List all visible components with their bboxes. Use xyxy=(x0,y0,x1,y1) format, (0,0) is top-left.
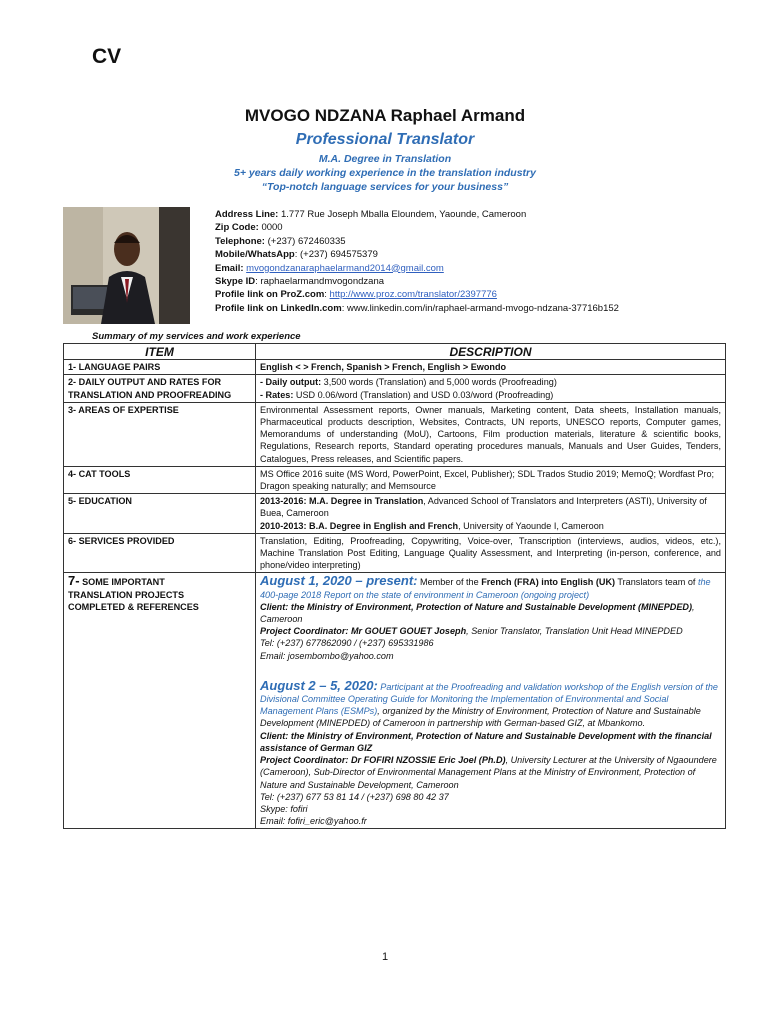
zip-label: Zip Code: xyxy=(215,222,259,234)
project-2-date: August 2 – 5, 2020: xyxy=(260,677,378,693)
item-projects xyxy=(64,573,256,829)
contact-details xyxy=(215,208,619,315)
rates-label: - Rates: xyxy=(260,389,294,400)
project-1 xyxy=(260,575,721,661)
table-row-language xyxy=(64,360,726,375)
address-label: Address Line: xyxy=(215,209,279,220)
projects-title-1: SOME IMPORTANT xyxy=(79,577,165,588)
project-1-language-pair: French (FRA) into English (UK) xyxy=(481,577,616,588)
projects-title-3: COMPLETED & REFERENCES xyxy=(68,601,199,612)
education-ma-label: 2013-2016: M.A. Degree in Translation xyxy=(260,496,424,507)
proz-link[interactable]: http://www.proz.com/translator/2397776 xyxy=(329,289,497,301)
table-row-education xyxy=(64,494,726,534)
desc-education xyxy=(256,494,726,534)
project-2-client: Client: the Ministry of Environment, Protection of Nature and Sustainable Development with the financial assistance of German GIZ xyxy=(260,730,712,753)
skype-value: raphaelarmandmvogondzana xyxy=(260,276,385,288)
project-2 xyxy=(260,677,721,827)
email-link[interactable]: mvogondzanaraphaelarmand2014@gmail.com xyxy=(246,262,444,274)
table-row-expertise xyxy=(64,402,726,466)
output-value: 3,500 words (Translation) and 5,000 words (Proofreading) xyxy=(323,377,557,388)
linkedin-value: www.linkedin.com/in/raphael-armand-mvogo-ndzana-37716b152 xyxy=(346,302,619,314)
table-row-services xyxy=(64,533,726,573)
mobile-value: (+237) 694575379 xyxy=(299,249,378,261)
project-2-email: Email: fofiri_eric@yahoo.fr xyxy=(260,816,367,827)
projects-title-2: TRANSLATION PROJECTS xyxy=(68,589,185,600)
tagline-experience: 5+ years daily working experience in the translation industry xyxy=(234,167,536,179)
linkedin-row: Profile link on LinkedIn.com: www.linkedin.com/in/raphael-armand-mvogo-ndzana-37716b152 xyxy=(215,302,619,314)
item-output-rates: 2- DAILY OUTPUT AND RATES FOR TRANSLATION AND PROOFREADING xyxy=(64,375,256,402)
header-item: ITEM xyxy=(64,344,256,360)
tagline-slogan: “Top-notch language services for your business” xyxy=(261,181,509,193)
project-2-text-b: , organized by the Ministry of Environment, Protection of Nature and Sustainable Development (MINEPDED) of Cameroon in partnership with German-based GIZ, at Mbankomo. xyxy=(260,706,701,729)
project-1-date: August 1, 2020 – present: xyxy=(260,573,418,589)
project-2-tel: Tel: (+237) 677 53 81 14 / (+237) 698 80 42 37 xyxy=(260,791,449,802)
experience-table xyxy=(63,343,726,829)
project-2-coordinator: Project Coordinator: Dr FOFIRI NZOSSIE Eric Joel (Ph.D) xyxy=(260,755,506,766)
project-1-coordinator: Project Coordinator: Mr GOUET GOUET Joseph xyxy=(260,626,467,637)
email-label: Email: xyxy=(215,262,244,274)
cv-label: CV xyxy=(92,45,122,68)
education-ma-value: , Advanced School of Translators and Interpreters (ASTI), University of Buea, Cameroon xyxy=(260,496,707,519)
page-number: 1 xyxy=(381,951,389,963)
project-1-client: Client: the Ministry of Environment, Protection of Nature and Sustainable Development (MINEPDED) xyxy=(260,601,692,612)
table-header-row xyxy=(64,344,726,360)
mobile-label: Mobile/WhatsApp xyxy=(215,249,295,261)
item-cat-tools: 4- CAT TOOLS xyxy=(64,466,256,493)
mobile-row: Mobile/WhatsApp: (+237) 694575379 xyxy=(215,249,378,261)
zip-value: 0000 xyxy=(261,222,283,234)
profile-photo xyxy=(63,207,190,324)
project-1-tel: Tel: (+237) 677862090 / (+237) 695331986 xyxy=(260,638,434,649)
zip-row xyxy=(215,221,619,234)
candidate-name: MVOGO NDZANA Raphael Armand xyxy=(244,106,526,125)
table-row-cat-tools xyxy=(64,466,726,493)
project-1-coordinator-rest: , Senior Translator, Translation Unit Head MINEPDED xyxy=(466,626,683,637)
item-language-pairs: 1- LANGUAGE PAIRS xyxy=(64,360,256,375)
output-label: - Daily output: xyxy=(260,377,322,388)
desc-services: Translation, Editing, Proofreading, Copywriting, Voice-over, Transcription (interviews, audios, videos, etc.), Machine Translation Post Editing, Language Quality Assessment, and Interpreting (in-person, conference, and phone/video interpreting) xyxy=(256,533,726,573)
proz-label: Profile link on ProZ.com xyxy=(215,289,325,301)
skype-label: Skype ID xyxy=(215,276,256,288)
education-ba-label: 2010-2013: B.A. Degree in English and French xyxy=(260,520,459,531)
item-expertise: 3- AREAS OF EXPERTISE xyxy=(64,402,256,466)
table-row-output xyxy=(64,375,726,402)
linkedin-label: Profile link on LinkedIn.com xyxy=(215,302,342,314)
projects-number: 7- xyxy=(68,573,80,589)
project-2-coordinator-rest: , University Lecturer at the University of Ngaoundere (Cameroon), Sub-Director of Environmental Management Plans at the Ministry of Environment, Protection of Nature and Sustainable Development, Cameroon xyxy=(260,755,717,790)
email-row xyxy=(215,262,619,275)
address-row xyxy=(215,208,619,221)
item-services: 6- SERVICES PROVIDED xyxy=(64,533,256,573)
desc-cat-tools: MS Office 2016 suite (MS Word, PowerPoint, Excel, Publisher); SDL Trados Studio 2019; MemoQ; Wordfast Pro; Dragon speaking naturally; and Memsource xyxy=(256,466,726,493)
project-1-report: the 400-page 2018 Report on the state of environment in Cameroon (ongoing project) xyxy=(260,577,711,600)
telephone-label: Telephone: xyxy=(215,235,265,247)
header-description: DESCRIPTION xyxy=(256,344,726,360)
address-value: 1.777 Rue Joseph Mballa Eloundem, Yaounde, Cameroon xyxy=(281,209,527,220)
education-ba-value: , University of Yaounde I, Cameroon xyxy=(458,520,604,531)
desc-language-pairs: English < > French, Spanish > French, English > Ewondo xyxy=(256,360,726,375)
tagline-degree: M.A. Degree in Translation xyxy=(318,153,452,165)
telephone-value: (+237) 672460335 xyxy=(267,235,346,247)
summary-caption: Summary of my services and work experience xyxy=(92,331,301,342)
item-education: 5- EDUCATION xyxy=(64,494,256,534)
rates-value: USD 0.06/word (Translation) and USD 0.03/word (Proofreading) xyxy=(295,389,554,400)
project-1-text-a: Member of the xyxy=(417,577,482,588)
desc-output-rates xyxy=(256,375,726,402)
project-2-text-a: Participant at the Proofreading and validation workshop of the English version of the Divisional Committee Operating Guide for Monitoring the Implementation of Environmental and Social Management Plans (ESMPs) xyxy=(260,681,718,717)
desc-projects xyxy=(256,573,726,829)
skype-row: Skype ID: raphaelarmandmvogondzana xyxy=(215,276,385,288)
job-title: Professional Translator xyxy=(295,131,475,148)
project-1-email: Email: josembombo@yahoo.com xyxy=(260,650,394,661)
telephone-row xyxy=(215,235,619,248)
project-2-skype: Skype: fofiri xyxy=(260,803,308,814)
desc-expertise: Environmental Assessment reports, Owner manuals, Marketing content, Data sheets, Installation manuals, Pharmaceutical products description, Websites, Contracts, UN reports, UNESCO reports, Computer games, Memorandums of understanding (MoU), Cartoons, Film production materials, literature & scientific books, Regulations, Research reports, Standard operating procedures manuals, Manuals and User Guides, Tenders, Catalogues, Press releases, and Scientific papers. xyxy=(256,402,726,466)
proz-row: Profile link on ProZ.com: http://www.proz.com/translator/2397776 xyxy=(215,289,497,301)
table-row-projects xyxy=(64,573,726,829)
project-1-text-b: Translators team of xyxy=(615,577,698,588)
project-1-client-rest: , Cameroon xyxy=(260,601,695,625)
